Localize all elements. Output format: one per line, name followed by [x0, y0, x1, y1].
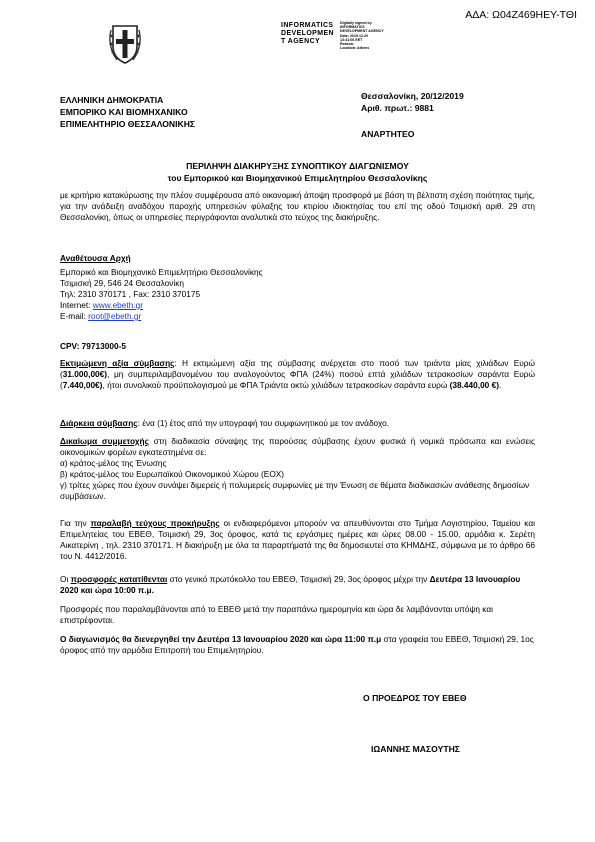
value-vat-amount: 7.440,00€) — [62, 380, 103, 390]
offers-text: Οι — [60, 574, 71, 584]
document-subtitle: του Εμπορικού και Βιομηχανικού Επιμελητηρίου Θεσσαλονίκης — [167, 173, 428, 183]
participation-label: Δικαίωμα συμμετοχής — [60, 436, 149, 446]
digital-signature-stamp — [340, 21, 384, 50]
authority-heading: Αναθέτουσα Αρχή — [60, 253, 131, 263]
internet-label: Internet: — [60, 300, 93, 310]
sender-block — [60, 94, 195, 130]
ida-logo-line: DEVELOPMEN — [281, 30, 335, 38]
conduct-paragraph — [60, 634, 535, 656]
participation-text: στη διαδικασία σύναψης της παρούσας σύμβασης έχουν φυσικά ή νομικά πρόσωπα και ενώσεις οικονομικών φορέων εγκατεστημένα σε: — [60, 436, 535, 457]
authority-line: Τσιμισκή 29, 546 24 Θεσσαλονίκη — [60, 278, 185, 288]
date-line: Θεσσαλονίκη, 20/12/2019 — [361, 91, 464, 101]
offers-label: προσφορές κατατίθενται — [70, 574, 168, 584]
authority-line: Εμπορικό και Βιομηχανικό Επιμελητήριο Θεσσαλονίκης — [60, 267, 263, 277]
estimated-value-text: . — [498, 380, 502, 390]
value-net-amount: 31.000,00€) — [62, 369, 108, 379]
protocol-number: Αριθ. πρωτ.: 9881 — [361, 103, 434, 113]
signature-stamp-line: Date: 2019.12.20 — [340, 33, 368, 38]
email-label: E-mail: — [60, 311, 89, 321]
offers-paragraph — [60, 574, 535, 596]
ida-logo — [281, 22, 334, 47]
late-offers-paragraph: Προσφορές που παραλαμβάνονται από το ΕΒΕΘ μετά την παραπάνω ημερομηνία και ώρα δε λαμβάνονται υπόψη και επιστρέφονται. — [60, 604, 493, 625]
estimated-value-label: Εκτιμώμενη αξία σύμβασης — [60, 358, 175, 368]
president-title: Ο ΠΡΟΕΔΡΟΣ ΤΟΥ ΕΒΕΘ — [363, 693, 467, 703]
participation-item: γ) τρίτες χώρες που έχουν συνάψει διμερείς ή πολυμερείς συμφωνίες με την Ένωση σε θέματα διαδικασιών ανάθεσης δημοσίων συμβάσεων. — [60, 480, 530, 501]
ida-logo-line: T AGENCY — [281, 38, 321, 46]
value-total-amount: (38.440,00 €) — [449, 380, 499, 390]
estimated-value-text: , μη συμπεριλαμβανομένου του αναλογούντος ΦΠΑ (24%) ποσού επτά χιλιάδων τετρακοσίων σαράντα Ευρώ ( — [60, 369, 535, 390]
signature-stamp-line: 13:41:06 EET — [340, 37, 363, 42]
receipt-text: Για την — [60, 518, 91, 528]
duration-paragraph — [60, 418, 535, 429]
duration-label: Διάρκεια σύμβασης — [60, 418, 138, 428]
posting-label: ΑΝΑΡΤΗΤΕΟ — [361, 129, 415, 139]
cpv-code: CPV: 79713000-5 — [60, 341, 126, 351]
ada-code: ΑΔΑ: Ω04Ζ469ΗΕΥ-ΤΘΙ — [465, 9, 577, 21]
date-block — [361, 90, 464, 114]
authority-section — [60, 253, 535, 322]
conduct-date: Ο διαγωνισμός θα διενεργηθεί την Δευτέρα 13 Ιανουαρίου 2020 και ώρα 11:00 π.μ — [60, 634, 382, 644]
email-line — [60, 311, 535, 322]
participation-paragraph — [60, 436, 535, 502]
president-name: ΙΩΑΝΝΗΣ ΜΑΣΟΥΤΗΣ — [371, 744, 460, 754]
email-link[interactable]: root@ebeth.gr — [88, 311, 142, 321]
internet-line — [60, 300, 535, 311]
website-link[interactable]: www.ebeth.gr — [92, 300, 144, 310]
signature-stamp-line: Reason: — [340, 42, 355, 47]
intro-paragraph: με κριτήριο κατακύρωσης την πλέον συμφέρουσα από οικονομική άποψη προσφορά με βάση τη βέλτιστη σχέση ποιότητας τιμής, για την ανάδειξη αναδόχου παροχής υπηρεσιών φύλαξης του κτιρίου ιδιοκτησίας του επί της οδού Τσιμισκή αριθ. 29 στη Θεσσαλονίκη, όπως οι υπηρεσίες περιγράφονται αναλυτικά στο τεύχος της διακήρυξης. — [60, 190, 535, 222]
offers-text: στο γενικό πρωτόκολλο του ΕΒΕΘ, Τσιμισκή 29, 3ος όροφος μέχρι την — [167, 574, 430, 584]
receipt-text: οι ενδιαφερόμενοι μπορούν να απευθύνονται στο Τμήμα Λογιστηρίου, Ταμείου και Επιμελητείας του ΕΒΕΘ, Τσιμισκή 29, 3ος όροφος, κατά τις εργάσιμες ημέρες και ώρες 08.00 - 15.00, αρμόδια κ. Σερέτη Αικατερίνη , τηλ. 2310 370171. Η διακήρυξη με όλα τα παραρτήματά της θα δημοσιευτεί στο ΚΗΜΔΗΣ, σύμφωνα με το άρθρο 66 του Ν. 4412/2016. — [60, 518, 535, 561]
signature-stamp-line: INFORMATICS — [340, 25, 365, 30]
document-title: ΠΕΡΙΛΗΨΗ ΔΙΑΚΗΡΥΞΗΣ ΣΥΝΟΠΤΙΚΟΥ ΔΙΑΓΩΝΙΣΜΟΥ — [186, 161, 409, 171]
sender-line: ΕΛΛΗΝΙΚΗ ΔΗΜΟΚΡΑΤΙΑ — [60, 95, 164, 105]
estimated-value-paragraph — [60, 358, 535, 391]
duration-text: : ένα (1) έτος από την υπογραφή του συμφωνητικού με τον ανάδοχο. — [137, 418, 389, 428]
greek-emblem-icon — [109, 22, 141, 66]
signature-stamp-line: Location: Athens — [340, 46, 370, 51]
participation-item: β) κράτος-μέλος του Ευρωπαϊκού Οικονομικού Χώρου (ΕΟΧ) — [60, 469, 285, 479]
receipt-paragraph — [60, 518, 535, 562]
receipt-label: παραλαβή τεύχους προκήρυξης — [90, 518, 220, 528]
estimated-value-text: , ήτοι συνολικού προϋπολογισμού με ΦΠΑ Τριάντα οκτώ χιλιάδων τετρακοσίων σαράντα ευρώ — [102, 380, 450, 390]
conduct-text: στα γραφεία του ΕΒΕΘ, Τσιμισκή 29, 1ος όροφος από την αρμόδια Επιτροπή του Επιμελητηρίου. — [60, 634, 534, 655]
ida-logo-line: INFORMATICS — [281, 22, 334, 29]
sender-line: ΕΜΠΟΡΙΚΟ ΚΑΙ ΒΙΟΜΗΧΑΝΙΚΟ — [60, 107, 188, 117]
offers-deadline: Δευτέρα 13 Ιανουαρίου 2020 και ώρα 10:00 π.μ. — [60, 574, 521, 595]
participation-item: α) κράτος-μέλος της Ένωσης — [60, 458, 167, 468]
sender-line: ΕΠΙΜΕΛΗΤΗΡΙΟ ΘΕΣΣΑΛΟΝΙΚΗΣ — [60, 119, 196, 129]
signature-stamp-line: DEVELOPMENT AGENCY — [340, 29, 384, 34]
authority-line: Τηλ: 2310 370171 , Fax: 2310 370175 — [60, 289, 201, 299]
signature-stamp-line: Digitally signed by — [340, 21, 372, 25]
estimated-value-text: : Η εκτιμώμενη αξία της σύμβασης ανέρχεται στο ποσό των τριάντα μίας χιλιάδων Ευρώ ( — [60, 358, 535, 379]
